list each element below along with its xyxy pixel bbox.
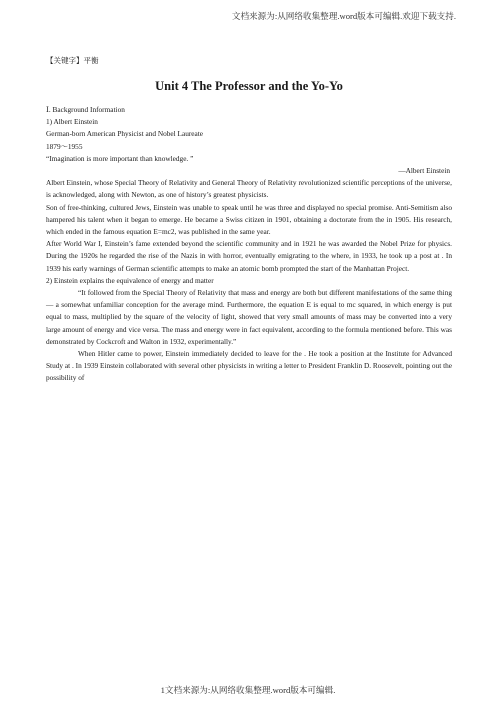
subheading-einstein: 1) Albert Einstein bbox=[46, 117, 98, 127]
section-heading: Ⅰ. Background Information bbox=[46, 105, 125, 114]
document-title: Unit 4 The Professor and the Yo-Yo bbox=[155, 79, 343, 93]
einstein-explanation-quote: “It followed from the Special Theory of Relativity that mass and energy are both but different manifestations of the same thing — a somewhat unfamiliar conception for the average mind. Furthermore, the equation E is equal to mc squared, in which energy is put equal to mass, multiplied by the square of the velocity of light, showed that very small amounts of mass may be converted into a very large amount of energy and vice versa. The mass and energy were in fact equivalent, according to the formula mentioned before. This was demonstrated by Cockcroft and Walton in 1932, experimentally.” bbox=[46, 288, 452, 346]
paragraph: Son of free-thinking, cultured Jews, Einstein was unable to speak until he was three and displayed no special promise. Anti-Semitism also hampered his talent when it began to emerge. He became a Swiss citizen in 1901, obtaining a doctorate from the in 1905. His research, which ended in the famous equation E=mc2, was published in the same year. bbox=[46, 202, 452, 237]
paragraph: Albert Einstein, whose Special Theory of Relativity and General Theory of Relativity revolutionized scientific perceptions of the universe, is acknowledged, along with Newton, as one of history’s greatest physicists. bbox=[46, 178, 452, 200]
page-footer: 1文档来源为:从网络收集整理.word版本可编辑. bbox=[160, 685, 336, 695]
subheading-energy-matter: 2) Einstein explains the equivalence of energy and matter bbox=[46, 275, 214, 285]
quote-attribution: —Albert Einstein bbox=[398, 166, 450, 176]
content-flow bbox=[46, 104, 452, 385]
page-header: 文档来源为:从网络收集整理.word版本可编辑.欢迎下载支持. bbox=[231, 11, 456, 21]
paragraph: When Hitler came to power, Einstein immediately decided to leave for the . He took a position at the Institute for Advanced Study at . In 1939 Einstein collaborated with several other physicists in writing a letter to President Franklin D. Roosevelt, pointing out the possibility of bbox=[46, 349, 452, 383]
keywords-line: 【关键字】平衡 bbox=[46, 56, 99, 65]
paragraph: After World War I, Einstein’s fame extended beyond the scientific community and in 1921 he was awarded the Nobel Prize for physics. During the 1920s he regarded the rise of the Nazis in with horror, eventually emigrating to the where, in 1933, he took up a post at . In 1939 his early warnings of German scientific attempts to make an atomic bomb prompted the start of the Manhattan Project. bbox=[46, 239, 452, 273]
einstein-years: 1879～1955 bbox=[46, 141, 83, 151]
einstein-description: German-born American Physicist and Nobel Laureate bbox=[46, 129, 204, 139]
einstein-quote: “Imagination is more important than knowledge. ” bbox=[46, 153, 194, 163]
